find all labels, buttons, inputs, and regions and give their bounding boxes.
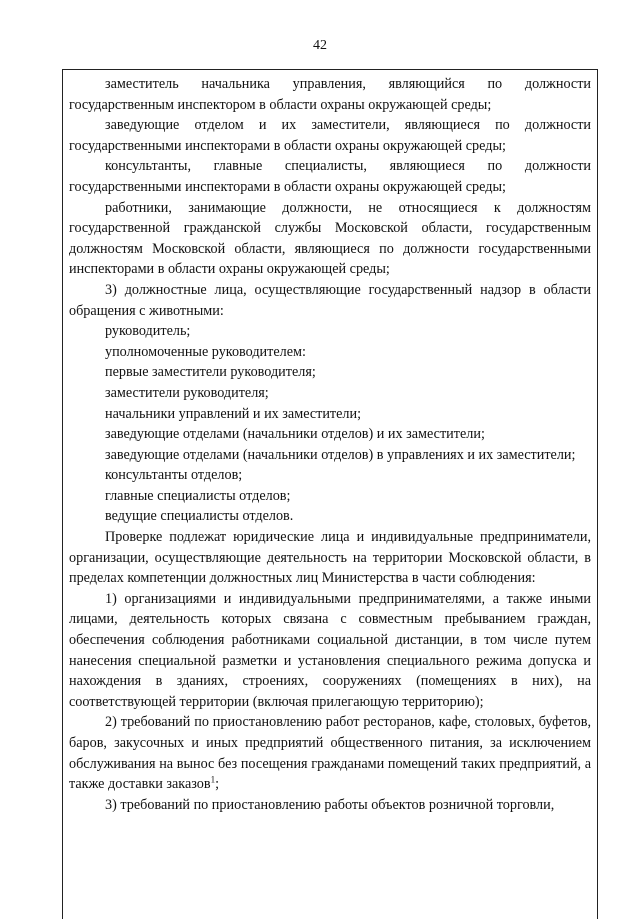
list-item: руководитель; — [105, 323, 191, 340]
paragraph: работники, занимающие должности, не относящиеся к должностям государственной гражданской службы Московской области, государственным должностям Московской области, являющиеся по должности государственными инспекторами в области охраны окружающей среды; — [69, 199, 591, 278]
paragraph: 2) требований по приостановлению работ ресторанов, кафе, столовых, буфетов, баров, закусочных и иных предприятий общественного питания, за исключением обслуживания на вынос без посещения гражданами помещений таких предприятий, а также доставки заказов$^1$; — [69, 714, 591, 793]
paragraph: заместитель начальника управления, являющийся по должности государственным инспектором в области охраны окружающей среды; — [69, 76, 591, 113]
list-item: первые заместители руководителя; — [105, 364, 316, 381]
paragraph: 3) требований по приостановлению работы объектов розничной торговли, — [105, 796, 555, 813]
list-item: уполномоченные руководителем: — [105, 343, 306, 360]
paragraph-text: 2) требований по приостановлению работ ресторанов, кафе, столовых, буфетов, баров, закусочных и иных предприятий общественного питания, за исключением обслуживания на вынос без посещения гражданами помещений таких предприятий, а также доставки заказов — [69, 714, 591, 793]
footnote-mark: 1 — [210, 774, 216, 785]
paragraph: Проверке подлежат юридические лица и индивидуальные предприниматели, организации, осуществляющие деятельность на территории Московской области, в пределах компетенции должностных лиц Министерства в части соблюдения: — [69, 529, 591, 587]
paragraph: консультанты, главные специалисты, являющиеся по должности государственными инспекторами в области охраны окружающей среды; — [69, 158, 591, 195]
list-item: консультанты отделов; — [105, 467, 243, 484]
paragraph: заведующие отделом и их заместители, являющиеся по должности государственными инспекторами в области охраны окружающей среды; — [69, 117, 591, 154]
list-item: главные специалисты отделов; — [105, 487, 291, 504]
list-item: ведущие специалисты отделов. — [105, 508, 294, 525]
list-item: заведующие отделами (начальники отделов) в управлениях и их заместители; — [105, 446, 576, 463]
paragraph: 1) организациями и индивидуальными предпринимателями, а также иными лицами, деятельность которых связана с совместным пребыванием граждан, обеспечения соблюдения работниками социальной дистанции, в том числе путем нанесения специальной разметки и установления специального режима допуска и нахождения в зданиях, строениях, сооружениях (помещениях в них), на соответствующей территории (включая прилегающую территорию); — [69, 590, 591, 710]
page-number: 42 — [313, 38, 327, 53]
document-body — [62, 69, 598, 919]
list-item: заведующие отделами (начальники отделов) и их заместители; — [105, 426, 485, 443]
paragraph: 3) должностные лица, осуществляющие государственный надзор в области обращения с животными: — [69, 281, 591, 319]
list-item: начальники управлений и их заместители; — [105, 405, 362, 422]
list-item: заместители руководителя; — [105, 384, 269, 401]
